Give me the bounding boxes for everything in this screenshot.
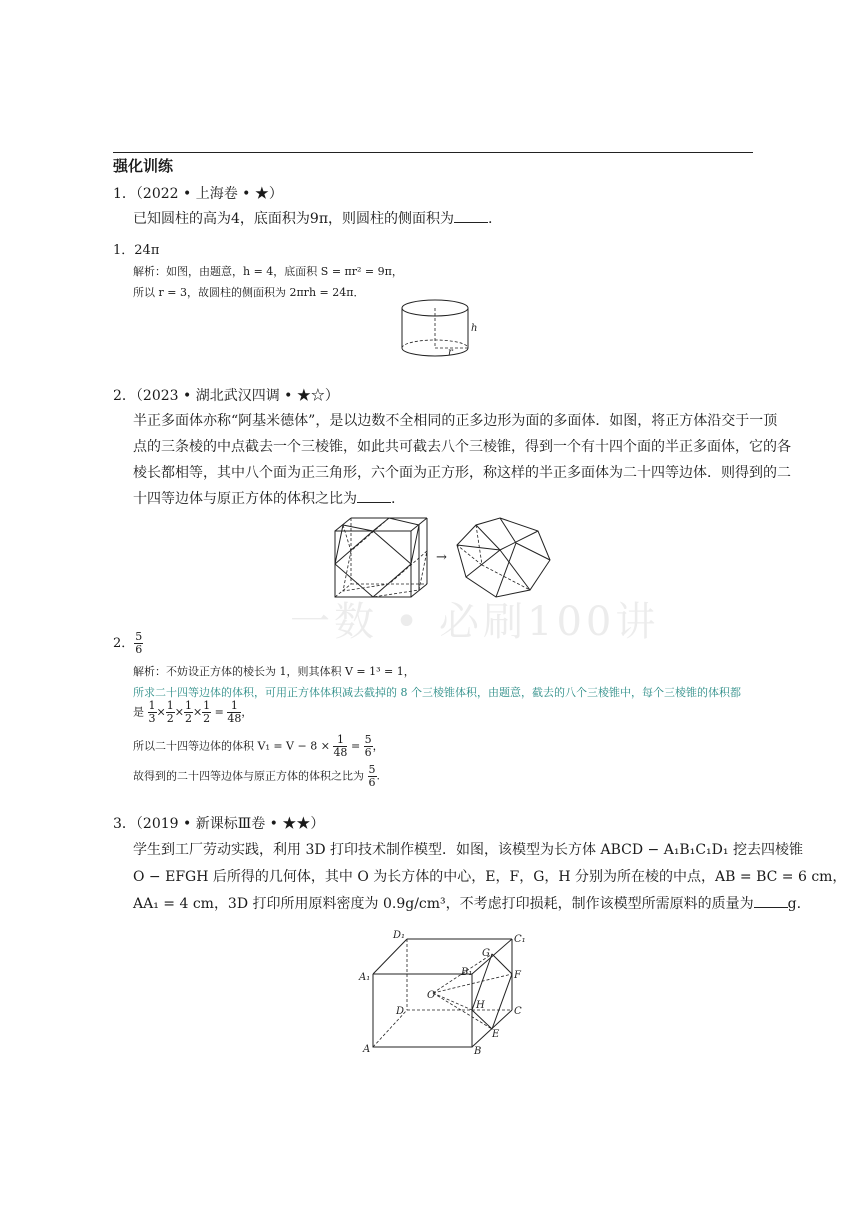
q2-stem-line-4: 十四等边体与原正方体的体积之比为 . (133, 491, 396, 507)
label-A1: A₁ (359, 972, 371, 983)
label-G: G (482, 948, 490, 959)
top-rule (113, 152, 753, 153)
cylinder-radius-label: r (448, 347, 453, 358)
q2-answer-blank (357, 490, 391, 503)
label-B1: B₁ (461, 967, 473, 978)
label-O: O (427, 990, 436, 1001)
q2-stem-line-3: 棱长都相等，其中八个面为正三角形，六个面为正方形，称这样的半正多面体为二十四等边体．则得到的二 (133, 465, 791, 481)
q1-answer: 1．24π (113, 243, 160, 258)
label-B: B (474, 1046, 482, 1057)
q3-stem-line-2: O − EFGH 后所得的几何体，其中 O 为长方体的中心，E，F，G，H 分别为所在棱的中点，AB = BC = 6 cm， (133, 869, 847, 885)
cylinder-height-label: h (471, 323, 478, 334)
q1-answer-blank (454, 210, 488, 223)
label-A: A (363, 1044, 371, 1055)
cylinder-figure (395, 298, 485, 362)
label-D: D (396, 1006, 405, 1017)
arrow-icon: → (436, 550, 447, 565)
label-E: E (492, 1029, 500, 1040)
cuboid-pyramid-figure (355, 922, 535, 1062)
label-F: F (514, 970, 521, 981)
q1-solution-line-2: 所以 r = 3，故圆柱的侧面积为 2πrh = 24π． (133, 286, 365, 299)
q3-answer-blank (754, 895, 788, 908)
watermark: 一数 • 必刷100讲 (290, 599, 660, 645)
q2-heading: 2．（2023 • 湖北武汉四调 • ★☆） (113, 388, 339, 404)
q3-heading: 3．（2019 • 新课标Ⅲ卷 • ★★） (113, 816, 325, 832)
q3-stem-line-3: AA₁ = 4 cm，3D 打印所用原料密度为 0.9g/cm³，不考虑打印损耗，制作该模型所需原料的质量为 g. (133, 896, 802, 912)
q2-solution-line-4: 所以二十四等边体的体积 V₁ = V − 8 × $\frac{1}{48}$ = $\frac{5}{6}$ ， (133, 733, 384, 759)
label-H: H (476, 1000, 485, 1011)
q2-answer: 2． $\frac{5}{6}$ (113, 630, 143, 656)
section-title: 强化训练 (113, 157, 174, 175)
q1-stem: 已知圆柱的高为4，底面积为9π，则圆柱的侧面积为 . (133, 211, 493, 227)
q2-stem-line-2: 点的三条棱的中点截去一个三棱锥，如此共可截去八个三棱锥，得到一个有十四个面的半正多面体，它的各 (133, 439, 791, 455)
q2-solution-line-5: 故得到的二十四等边体与原正方体的体积之比为 $\frac{5}{6}$ . (133, 763, 380, 789)
q2-solution-line-1: 解析：不妨设正方体的棱长为 1，则其体积 V = 1³ = 1， (133, 665, 415, 678)
q1-solution-line-1: 解析：如图，由题意，h = 4，底面积 S = πr² = 9π， (133, 265, 403, 278)
q2-stem-line-1: 半正多面体亦称“阿基米德体”，是以边数不全相同的正多边形为面的多面体．如图，将正方体沿交于一顶 (133, 413, 778, 429)
q1-heading: 1．（2022 • 上海卷 • ★） (113, 186, 283, 202)
q3-stem-line-1: 学生到工厂劳动实践，利用 3D 打印技术制作模型．如图，该模型为长方体 ABCD − A₁B₁C₁D₁ 挖去四棱锥 (133, 842, 803, 858)
q2-solution-line-3: 是 $\frac{1}{3}$ × $\frac{1}{2}$ × $\frac{1}{2}$ × $\frac{1}{2}$ = $\frac{1}{48}$ ， (133, 699, 253, 725)
label-C: C (514, 1006, 522, 1017)
label-C1: C₁ (514, 934, 526, 945)
q2-solution-line-2: 所求二十四等边体的体积，可用正方体体积减去截掉的 8 个三棱锥体积，由题意，截去的八个三棱锥中，每个三棱锥的体积都 (133, 686, 741, 699)
cube-truncation-figure (330, 515, 555, 601)
q2-answer-fraction: $\frac{5}{6}$ (135, 630, 143, 656)
label-D1: D₁ (393, 930, 406, 941)
